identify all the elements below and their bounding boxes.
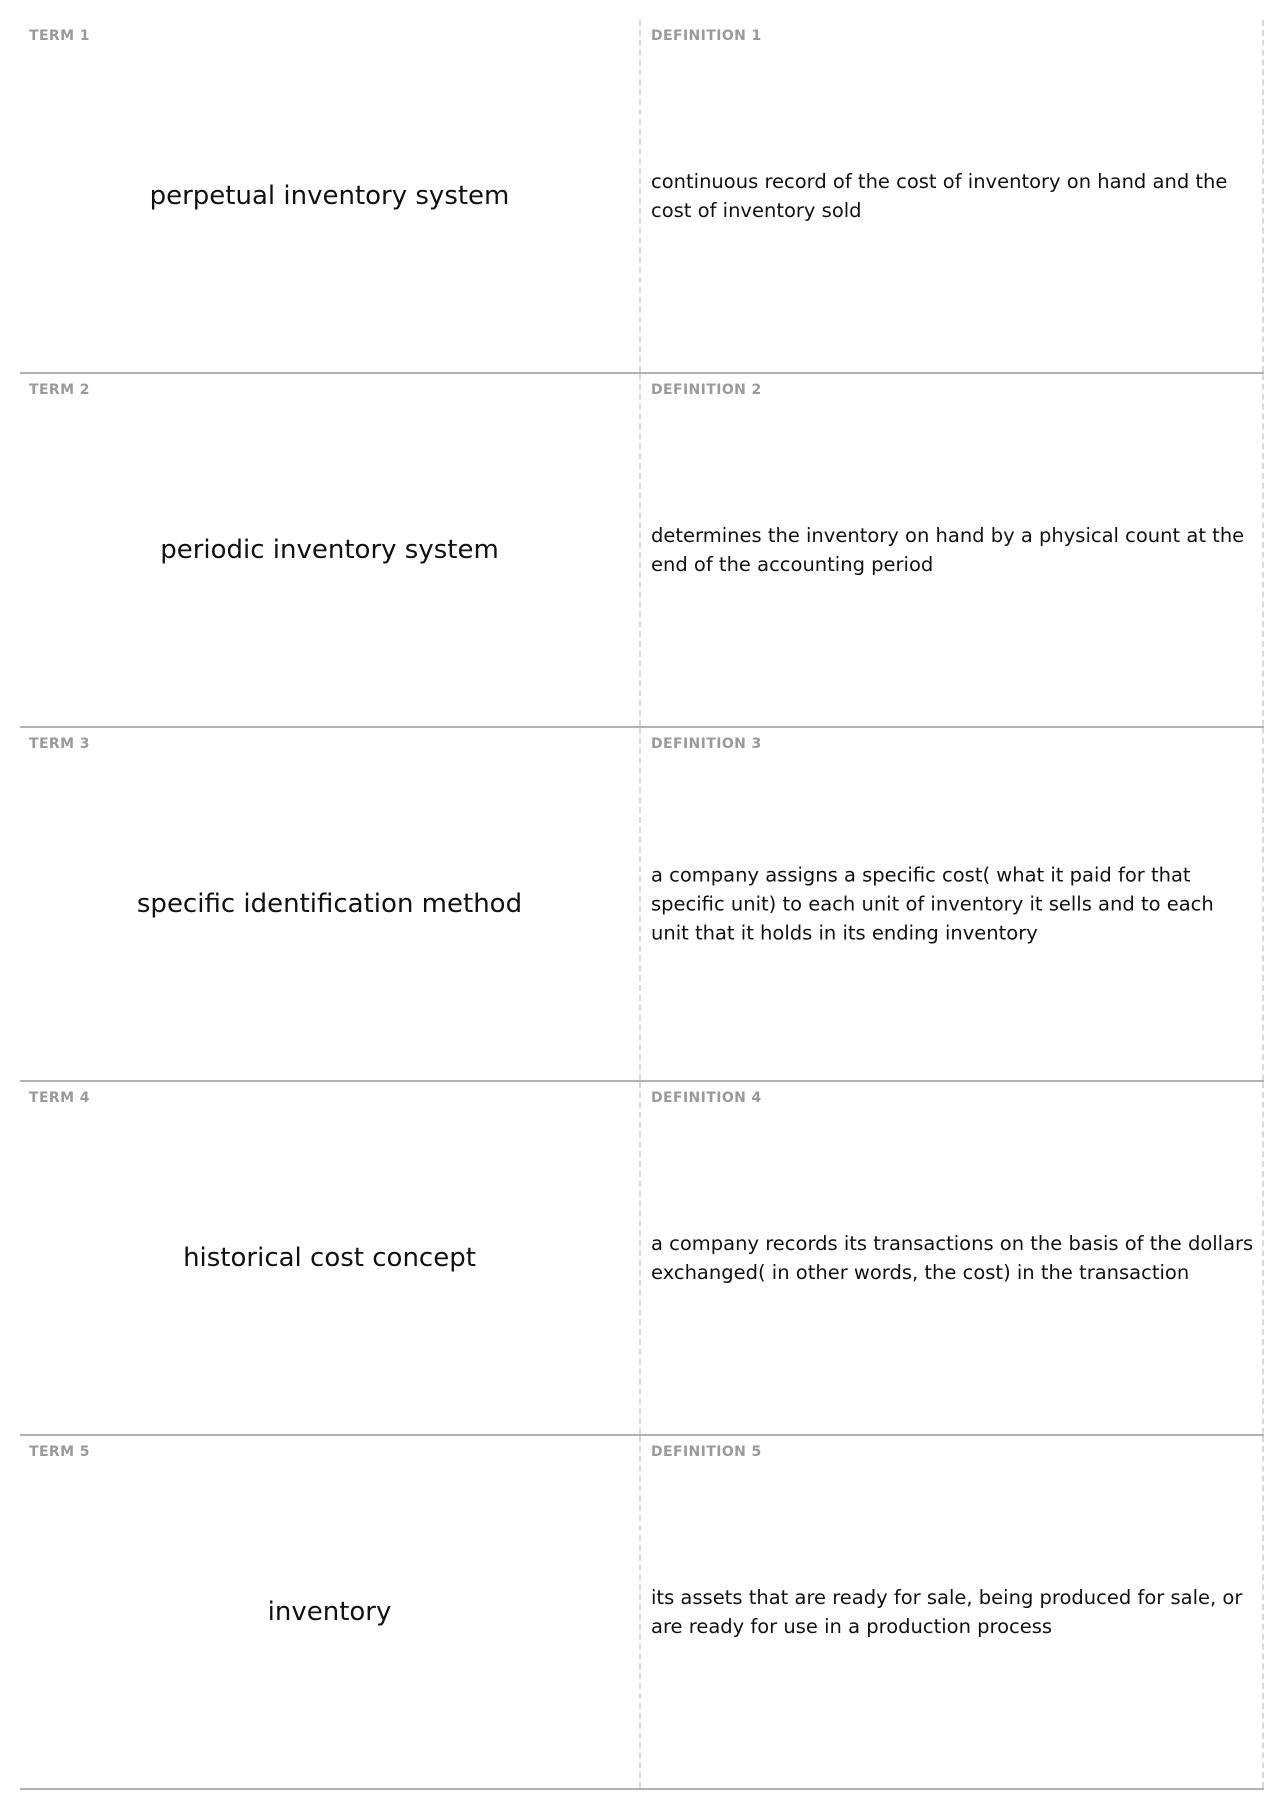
term-text: perpetual inventory system [149, 181, 510, 211]
term-text: specific identification method [136, 889, 523, 919]
term-text: inventory [267, 1597, 392, 1627]
term-label: TERM 1 [29, 28, 90, 44]
term-label: TERM 3 [29, 736, 90, 752]
term-label: TERM 2 [29, 382, 90, 398]
flashcard-row [20, 728, 1264, 1082]
term-cell [20, 728, 641, 1080]
definition-cell [641, 374, 1264, 726]
definition-text: a company records its transactions on the basis of the dollars exchanged( in other words, the cost) in the transaction [651, 1232, 1254, 1284]
definition-cell [641, 1436, 1264, 1788]
definition-label: DEFINITION 4 [651, 1090, 762, 1106]
term-label: TERM 5 [29, 1444, 90, 1460]
flashcard-row [20, 1436, 1264, 1790]
term-cell [20, 1082, 641, 1434]
definition-label: DEFINITION 1 [651, 28, 762, 44]
definition-text: its assets that are ready for sale, being produced for sale, or are ready for use in a production process [651, 1586, 1243, 1638]
term-cell [20, 374, 641, 726]
flashcard-row [20, 20, 1264, 374]
term-text: periodic inventory system [160, 535, 499, 565]
flashcard-sheet [20, 20, 1264, 1790]
term-cell [20, 20, 641, 372]
flashcard-row [20, 1082, 1264, 1436]
term-text: historical cost concept [183, 1243, 476, 1273]
definition-label: DEFINITION 2 [651, 382, 762, 398]
definition-label: DEFINITION 3 [651, 736, 762, 752]
definition-text: continuous record of the cost of inventory on hand and the cost of inventory sold [651, 170, 1228, 222]
definition-text: a company assigns a specific cost( what it paid for that specific unit) to each unit of inventory it sells and to each unit that it holds in its ending inventory [651, 863, 1214, 945]
flashcard-row [20, 374, 1264, 728]
definition-cell [641, 728, 1264, 1080]
definition-label: DEFINITION 5 [651, 1444, 762, 1460]
term-label: TERM 4 [29, 1090, 90, 1106]
definition-text: determines the inventory on hand by a physical count at the end of the accounting period [651, 524, 1245, 576]
definition-cell [641, 20, 1264, 372]
definition-cell [641, 1082, 1264, 1434]
term-cell [20, 1436, 641, 1788]
